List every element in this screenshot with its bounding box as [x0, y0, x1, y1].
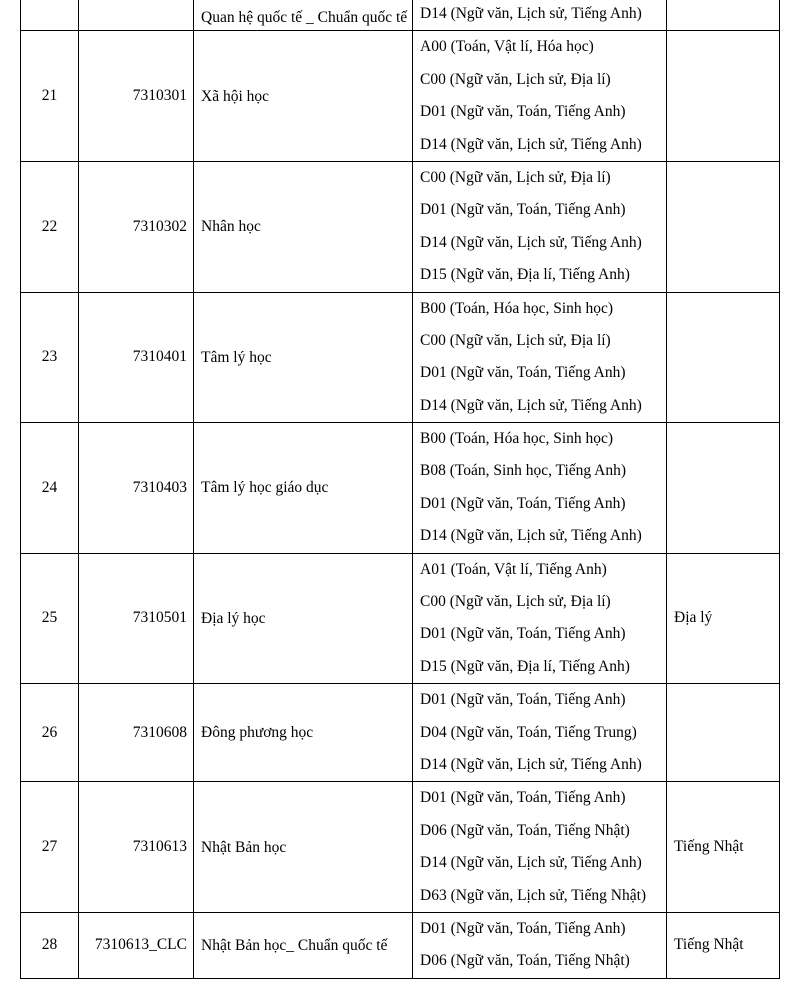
- required-subject-note: [667, 423, 780, 554]
- subject-combination: C00 (Ngữ văn, Lịch sử, Địa lí): [420, 331, 611, 349]
- subject-combination: D15 (Ngữ văn, Địa lí, Tiếng Anh): [420, 657, 630, 675]
- program-name: Xã hội học: [194, 31, 413, 162]
- subject-combination: D14 (Ngữ văn, Lịch sử, Tiếng Anh): [420, 396, 642, 414]
- subject-combination: A01 (Toán, Vật lí, Tiếng Anh): [420, 560, 607, 578]
- subject-combination: D01 (Ngữ văn, Toán, Tiếng Anh): [420, 201, 626, 219]
- program-name: Tâm lý học: [194, 292, 413, 423]
- subject-combination: D15 (Ngữ văn, Địa lí, Tiếng Anh): [420, 266, 630, 284]
- subject-combination: D01 (Ngữ văn, Toán, Tiếng Anh): [420, 494, 626, 512]
- subject-combination: C00 (Ngữ văn, Lịch sử, Địa lí): [420, 70, 611, 88]
- row-number: 25: [21, 553, 79, 684]
- subject-combination: B00 (Toán, Hóa học, Sinh học): [420, 299, 614, 317]
- program-name: Nhật Bản học_ Chuẩn quốc tế: [194, 912, 413, 978]
- program-code: 7310613: [79, 782, 194, 913]
- table-row: [21, 0, 780, 31]
- subject-combinations: [413, 782, 667, 913]
- subject-combination: C00 (Ngữ văn, Lịch sử, Địa lí): [420, 168, 611, 186]
- table-row: [21, 292, 780, 423]
- program-name: Đông phương học: [194, 684, 413, 782]
- subject-combination: D04 (Ngữ văn, Toán, Tiếng Trung): [420, 723, 637, 741]
- subject-combination: D01 (Ngữ văn, Toán, Tiếng Anh): [420, 691, 626, 709]
- required-subject-note: [667, 0, 780, 31]
- program-code: 7310501: [79, 553, 194, 684]
- required-subject-note: Địa lý: [667, 553, 780, 684]
- subject-combination: C00 (Ngữ văn, Lịch sử, Địa lí): [420, 593, 611, 611]
- subject-combination: B08 (Toán, Sinh học, Tiếng Anh): [420, 462, 627, 480]
- required-subject-note: [667, 161, 780, 292]
- subject-combination: D14 (Ngữ văn, Lịch sử, Tiếng Anh): [420, 5, 642, 22]
- subject-combination: D01 (Ngữ văn, Toán, Tiếng Anh): [420, 625, 626, 643]
- subject-combination: D14 (Ngữ văn, Lịch sử, Tiếng Anh): [420, 135, 642, 153]
- subject-combinations: [413, 292, 667, 423]
- row-number: 28: [21, 912, 79, 978]
- table-row: [21, 553, 780, 684]
- required-subject-note: [667, 31, 780, 162]
- required-subject-note: Tiếng Nhật: [667, 782, 780, 913]
- subject-combination: D14 (Ngữ văn, Lịch sử, Tiếng Anh): [420, 527, 642, 545]
- subject-combinations: [413, 0, 667, 31]
- table-row: [21, 782, 780, 913]
- subject-combination: A00 (Toán, Vật lí, Hóa học): [420, 38, 594, 56]
- subject-combination: D06 (Ngữ văn, Toán, Tiếng Nhật): [420, 952, 630, 970]
- program-code: 7310613_CLC: [79, 912, 194, 978]
- row-number: 24: [21, 423, 79, 554]
- program-code: 7310403: [79, 423, 194, 554]
- subject-combination: D06 (Ngữ văn, Toán, Tiếng Nhật): [420, 821, 630, 839]
- table-wrapper: [20, 0, 780, 979]
- program-name: Nhật Bản học: [194, 782, 413, 913]
- program-name: Tâm lý học giáo dục: [194, 423, 413, 554]
- program-code: 7310401: [79, 292, 194, 423]
- subject-combination: D01 (Ngữ văn, Toán, Tiếng Anh): [420, 789, 626, 807]
- program-code: 7310302: [79, 161, 194, 292]
- subject-combinations: [413, 161, 667, 292]
- subject-combinations: [413, 31, 667, 162]
- subject-combination: D01 (Ngữ văn, Toán, Tiếng Anh): [420, 364, 626, 382]
- required-subject-note: Tiếng Nhật: [667, 912, 780, 978]
- program-name: Nhân học: [194, 161, 413, 292]
- program-code: 7310608: [79, 684, 194, 782]
- admission-table: [20, 0, 780, 979]
- subject-combination: B00 (Toán, Hóa học, Sinh học): [420, 430, 614, 448]
- table-body: [21, 0, 780, 978]
- row-number: 21: [21, 31, 79, 162]
- table-row: [21, 161, 780, 292]
- subject-combinations: [413, 553, 667, 684]
- program-code: [79, 0, 194, 31]
- required-subject-note: [667, 684, 780, 782]
- table-row: [21, 684, 780, 782]
- program-code: 7310301: [79, 31, 194, 162]
- program-name: Địa lý học: [194, 553, 413, 684]
- subject-combination: D14 (Ngữ văn, Lịch sử, Tiếng Anh): [420, 233, 642, 251]
- row-number: [21, 0, 79, 31]
- row-number: 22: [21, 161, 79, 292]
- table-row: [21, 423, 780, 554]
- row-number: 23: [21, 292, 79, 423]
- subject-combinations: [413, 423, 667, 554]
- row-number: 27: [21, 782, 79, 913]
- row-number: 26: [21, 684, 79, 782]
- subject-combinations: [413, 684, 667, 782]
- table-row: [21, 31, 780, 162]
- table-row: [21, 912, 780, 978]
- subject-combination: D01 (Ngữ văn, Toán, Tiếng Anh): [420, 103, 626, 121]
- subject-combination: D14 (Ngữ văn, Lịch sử, Tiếng Anh): [420, 854, 642, 872]
- subject-combination: D14 (Ngữ văn, Lịch sử, Tiếng Anh): [420, 755, 642, 773]
- subject-combination: D63 (Ngữ văn, Lịch sử, Tiếng Nhật): [420, 886, 647, 904]
- subject-combination: D01 (Ngữ văn, Toán, Tiếng Anh): [420, 919, 626, 937]
- program-name: Quan hệ quốc tế _ Chuẩn quốc tế: [194, 0, 413, 31]
- required-subject-note: [667, 292, 780, 423]
- subject-combinations: [413, 912, 667, 978]
